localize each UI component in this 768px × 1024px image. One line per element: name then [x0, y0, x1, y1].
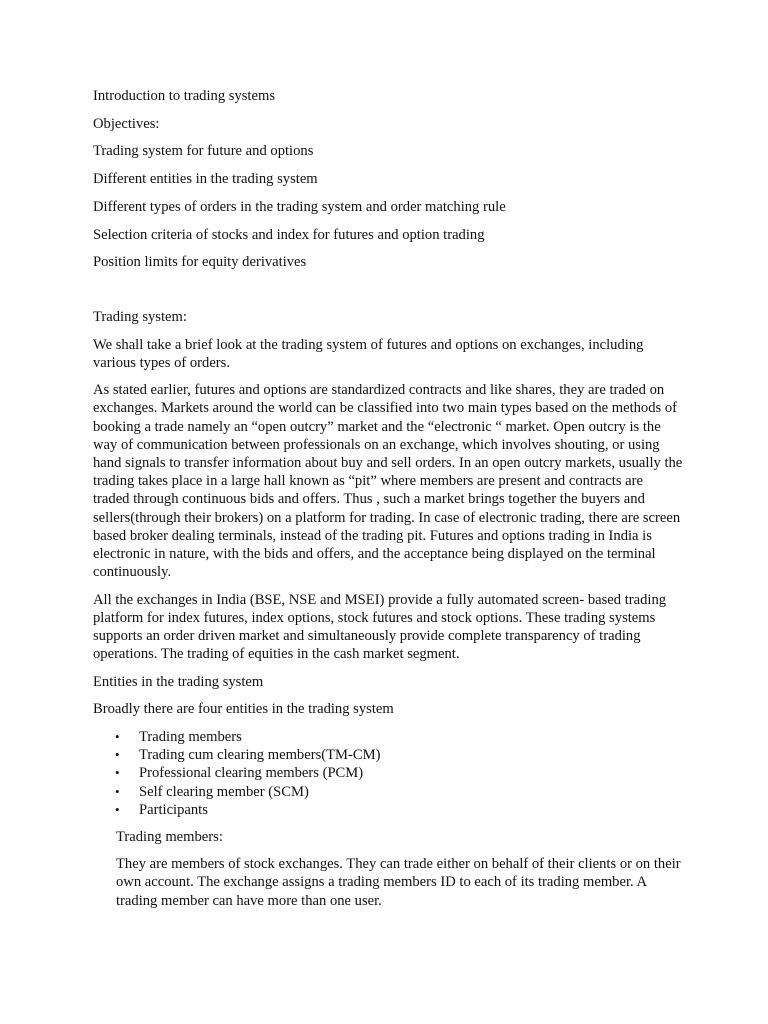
blank-line: [93, 281, 683, 308]
entities-intro: Broadly there are four entities in the trading system: [93, 701, 394, 718]
bullet-icon: •: [115, 801, 120, 817]
list-item: • Professional clearing members (PCM): [115, 765, 364, 782]
entities-heading: Entities in the trading system: [93, 673, 264, 690]
list-item: • Trading members: [115, 729, 242, 746]
trading-members-heading: Trading members:: [116, 828, 223, 845]
entities-list: [93, 728, 683, 819]
paragraph: As stated earlier, futures and options are standardized contracts and like shares, they are traded on exchanges. Markets around the world can be classified into two main types based on the methods of booking a trade namely an “open outcry” market and the “electronic “ market. Open outcry is the way of communication between professionals on an exchange, which involves shouting, or using hand signals to transfer information about buy and sell orders. In an open outcry markets, usually the trading takes place in a large hall known as “pit” where members are present and contracts are traded through continuous bids and offers. Thus , such a market brings together the buyers and sellers(through their brokers) on a platform for trading. In case of electronic trading, there are screen based broker dealing terminals, instead of the trading pit. Futures and options trading in India is electronic in nature, with the bids and offers, and the acceptance being displayed on the terminal continuously.: [93, 382, 683, 581]
objective-item: Different entities in the trading system: [93, 171, 318, 188]
bullet-icon: •: [115, 747, 120, 763]
list-item: • Self clearing member (SCM): [115, 783, 309, 800]
objective-item: Selection criteria of stocks and index for futures and option trading: [93, 226, 485, 243]
list-item: • Trading cum clearing members(TM-CM): [115, 747, 381, 764]
objectives-heading: Objectives:: [93, 115, 160, 132]
bullet-icon: •: [115, 783, 120, 799]
document-title: Introduction to trading systems: [93, 88, 275, 104]
paragraph: They are members of stock exchanges. They can trade either on behalf of their clients or on their own account. The exchange assigns a trading members ID to each of its trading member. A trading member can have more than one user.: [116, 856, 681, 909]
paragraph: All the exchanges in India (BSE, NSE and MSEI) provide a fully automated screen- based trading platform for index futures, index options, stock futures and stock options. These trading systems supports an order driven market and simultaneously provide complete transparency of trading operations. The trading of equities in the cash market segment.: [93, 591, 667, 663]
paragraph: We shall take a brief look at the trading system of futures and options on exchanges, including various types of orders.: [93, 336, 644, 371]
bullet-icon: •: [115, 765, 120, 781]
objective-item: Different types of orders in the trading system and order matching rule: [93, 198, 506, 215]
objective-item: Position limits for equity derivatives: [93, 254, 307, 271]
document-page: [93, 87, 683, 919]
objective-item: Trading system for future and options: [93, 143, 314, 160]
trading-system-heading: Trading system:: [93, 308, 187, 325]
list-item: • Participants: [115, 801, 208, 818]
bullet-icon: •: [115, 729, 120, 745]
